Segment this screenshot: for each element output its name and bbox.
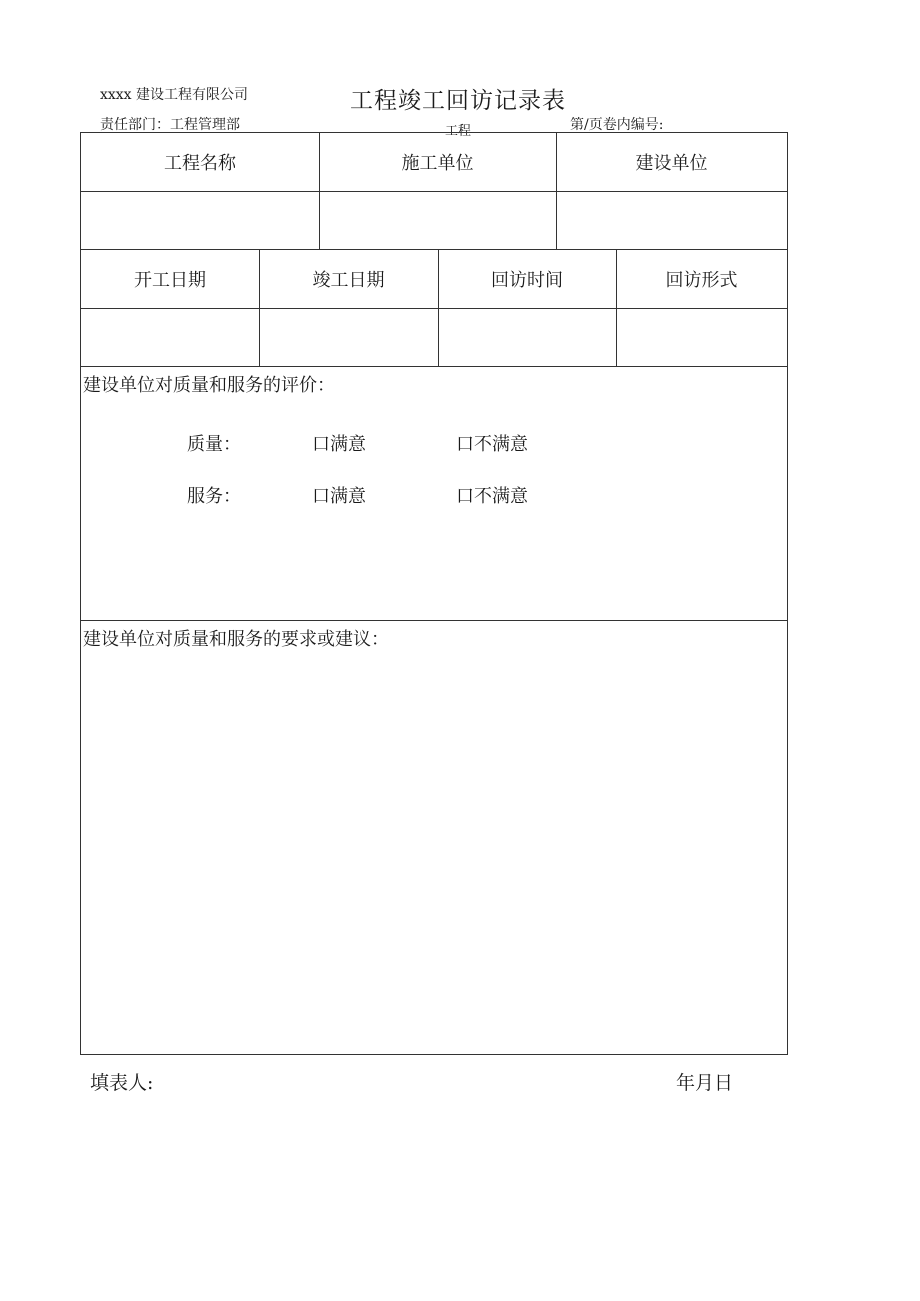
form-title: 工程竣工回访记录表 [350,88,566,114]
visit-time-field[interactable] [438,308,616,366]
project-name-field[interactable] [81,191,319,249]
construction-unit-field[interactable] [319,191,556,249]
completion-date-field[interactable] [259,308,438,366]
visit-form-header: 回访形式 [665,269,738,291]
service-satisfied-checkbox[interactable]: 口满意 [312,486,366,507]
quality-satisfied-checkbox[interactable]: 口满意 [312,434,366,455]
quality-unsatisfied-checkbox[interactable]: 口不满意 [456,434,528,455]
page-volume-number: 第/页卷内编号: [570,117,664,133]
developer-unit-field[interactable] [556,191,787,249]
start-date-header: 开工日期 [134,269,206,291]
row-divider [81,620,787,621]
visit-record-form [80,132,788,1055]
developer-unit-header: 建设单位 [635,153,708,174]
completion-date-header: 竣工日期 [312,269,385,291]
service-label: 服务： [187,486,241,507]
date-label: 年月日 [676,1072,734,1094]
suggestions-section-label: 建设单位对质量和服务的要求或建议： [83,629,389,650]
construction-unit-header: 施工单位 [401,153,474,174]
row-divider [81,366,787,367]
company-name: xxxx 建设工程有限公司 [100,87,249,103]
start-date-field[interactable] [81,308,259,366]
form-subtitle: 工程 [445,124,472,139]
project-name-header: 工程名称 [164,153,236,174]
visit-form-field[interactable] [616,308,787,366]
quality-label: 质量： [187,434,241,455]
responsible-department: 责任部门：工程管理部 [100,117,240,133]
service-unsatisfied-checkbox[interactable]: 口不满意 [456,486,528,507]
form-filler-label: 填表人: [90,1072,154,1094]
visit-time-header: 回访时间 [491,269,563,291]
evaluation-section-label: 建设单位对质量和服务的评价： [83,375,335,396]
